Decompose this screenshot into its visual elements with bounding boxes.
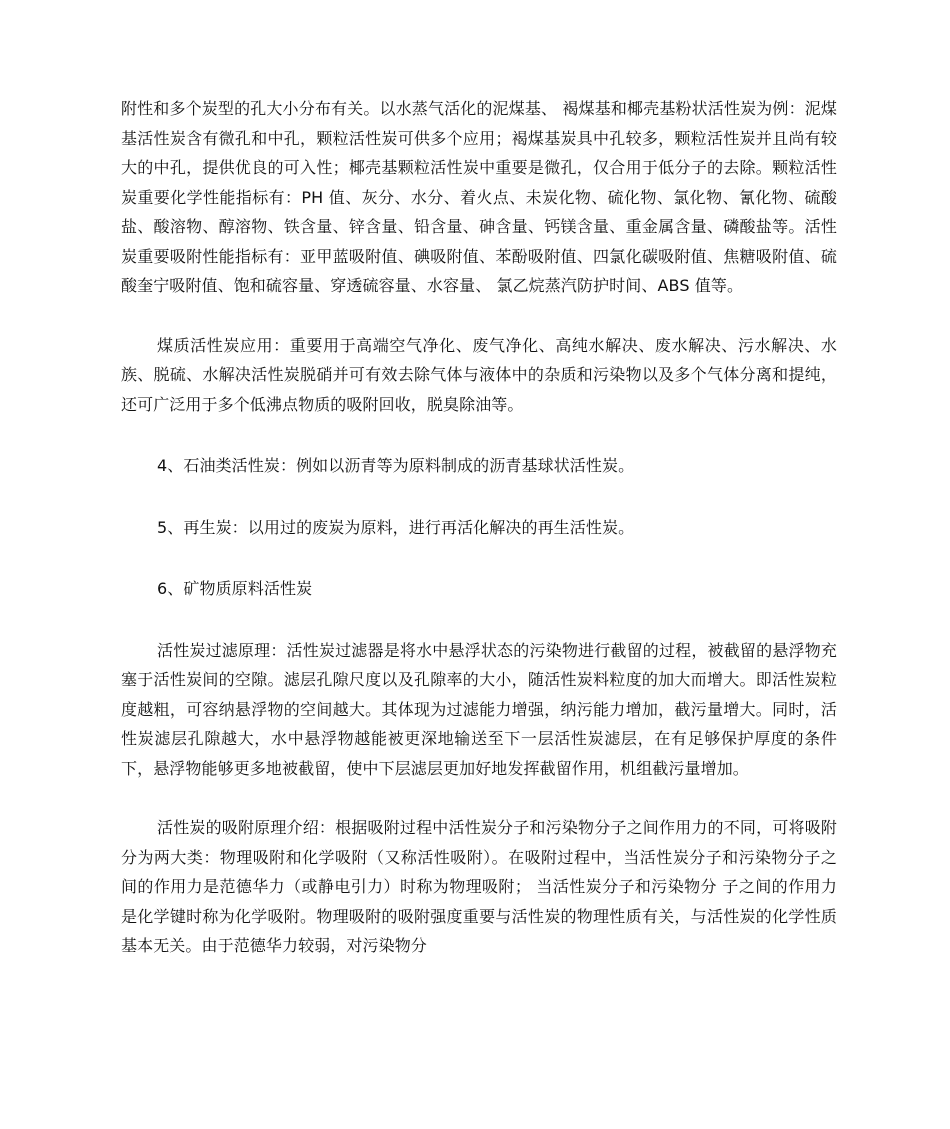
paragraph-filtration-principle: 活性炭过滤原理：活性炭过滤器是将水中悬浮状态的污染物进行截留的过程，被截留的悬浮物充塞于活性炭间的空隙。滤层孔隙尺度以及孔隙率的大小，随活性炭料粒度的加大而增大。即活性炭粒度越粗，可容纳悬浮物的空间越大。其体现为过滤能力增强，纳污能力增加，截污量增大。同时，活性炭滤层孔隙越大，水中悬浮物越能被更深地输送至下一层活性炭滤层，在有足够保护厚度的条件下，悬浮物能够更多地被截留，使中下层滤层更加好地发挥截留作用，机组截污量增加。 <box>121 640 837 778</box>
document-body <box>121 94 837 961</box>
paragraph-petroleum-carbon: 4、石油类活性炭：例如以沥青等为原料制成的沥青基球状活性炭。 <box>157 456 635 475</box>
paragraph-regenerated-carbon: 5、再生炭：以用过的废炭为原料，进行再活化解决的再生活性炭。 <box>157 517 635 537</box>
paragraph-adsorption-principle: 活性炭的吸附原理介绍：根据吸附过程中活性炭分子和污染物分子之间作用力的不同，可将吸附分为两大类：物理吸附和化学吸附（又称活性吸附）。在吸附过程中，当活性炭分子和污染物分子之间的作用力是范德华力（或静电引力）时称为物理吸附； 当活性炭分子和污染物分 子之间的作用力是化学键时称为化学吸附。物理吸附的吸附强度重要与活性炭的物理性质有关，与活性炭的化学性质基本无关。由于范德华力较弱，对污染物分 <box>121 818 837 955</box>
paragraph-mineral-carbon: 6、矿物质原料活性炭 <box>157 579 313 598</box>
paragraph-coal-carbon-applications: 煤质活性炭应用：重要用于高端空气净化、废气净化、高纯水解决、废水解决、污水解决、水族、脱硫、水解决活性炭脱硝并可有效去除气体与液体中的杂质和污染物以及多个气体分离和提纯，还可广泛用于多个低沸点物质的吸附回收，脱臭除油等。 <box>121 335 837 414</box>
paragraph-adsorption-indicators: 附性和多个炭型的孔大小分布有关。以水蒸气活化的泥煤基、 褐煤基和椰壳基粉状活性炭为例：泥煤基活性炭含有微孔和中孔，颗粒活性炭可供多个应用；褐煤基炭具中孔较多，颗粒活性炭并且尚有较大的中孔，提供优良的可入性；椰壳基颗粒活性炭中重要是微孔，仅合用于低分子的去除。颗粒活性炭重要化学性能指标有：PH 值、灰分、水分、着火点、未炭化物、硫化物、氯化物、氰化物、硫酸盐、酸溶物、醇溶物、铁含量、锌含量、铅含量、砷含量、钙镁含量、重金属含量、磷酸盐等。活性炭重要吸附性能指标有：亚甲蓝吸附值、碘吸附值、苯酚吸附值、四氯化碳吸附值、焦糖吸附值、硫酸奎宁吸附值、饱和硫容量、穿透硫容量、水容量、 氯乙烷蒸汽防护时间、ABS 值等。 <box>121 99 837 295</box>
